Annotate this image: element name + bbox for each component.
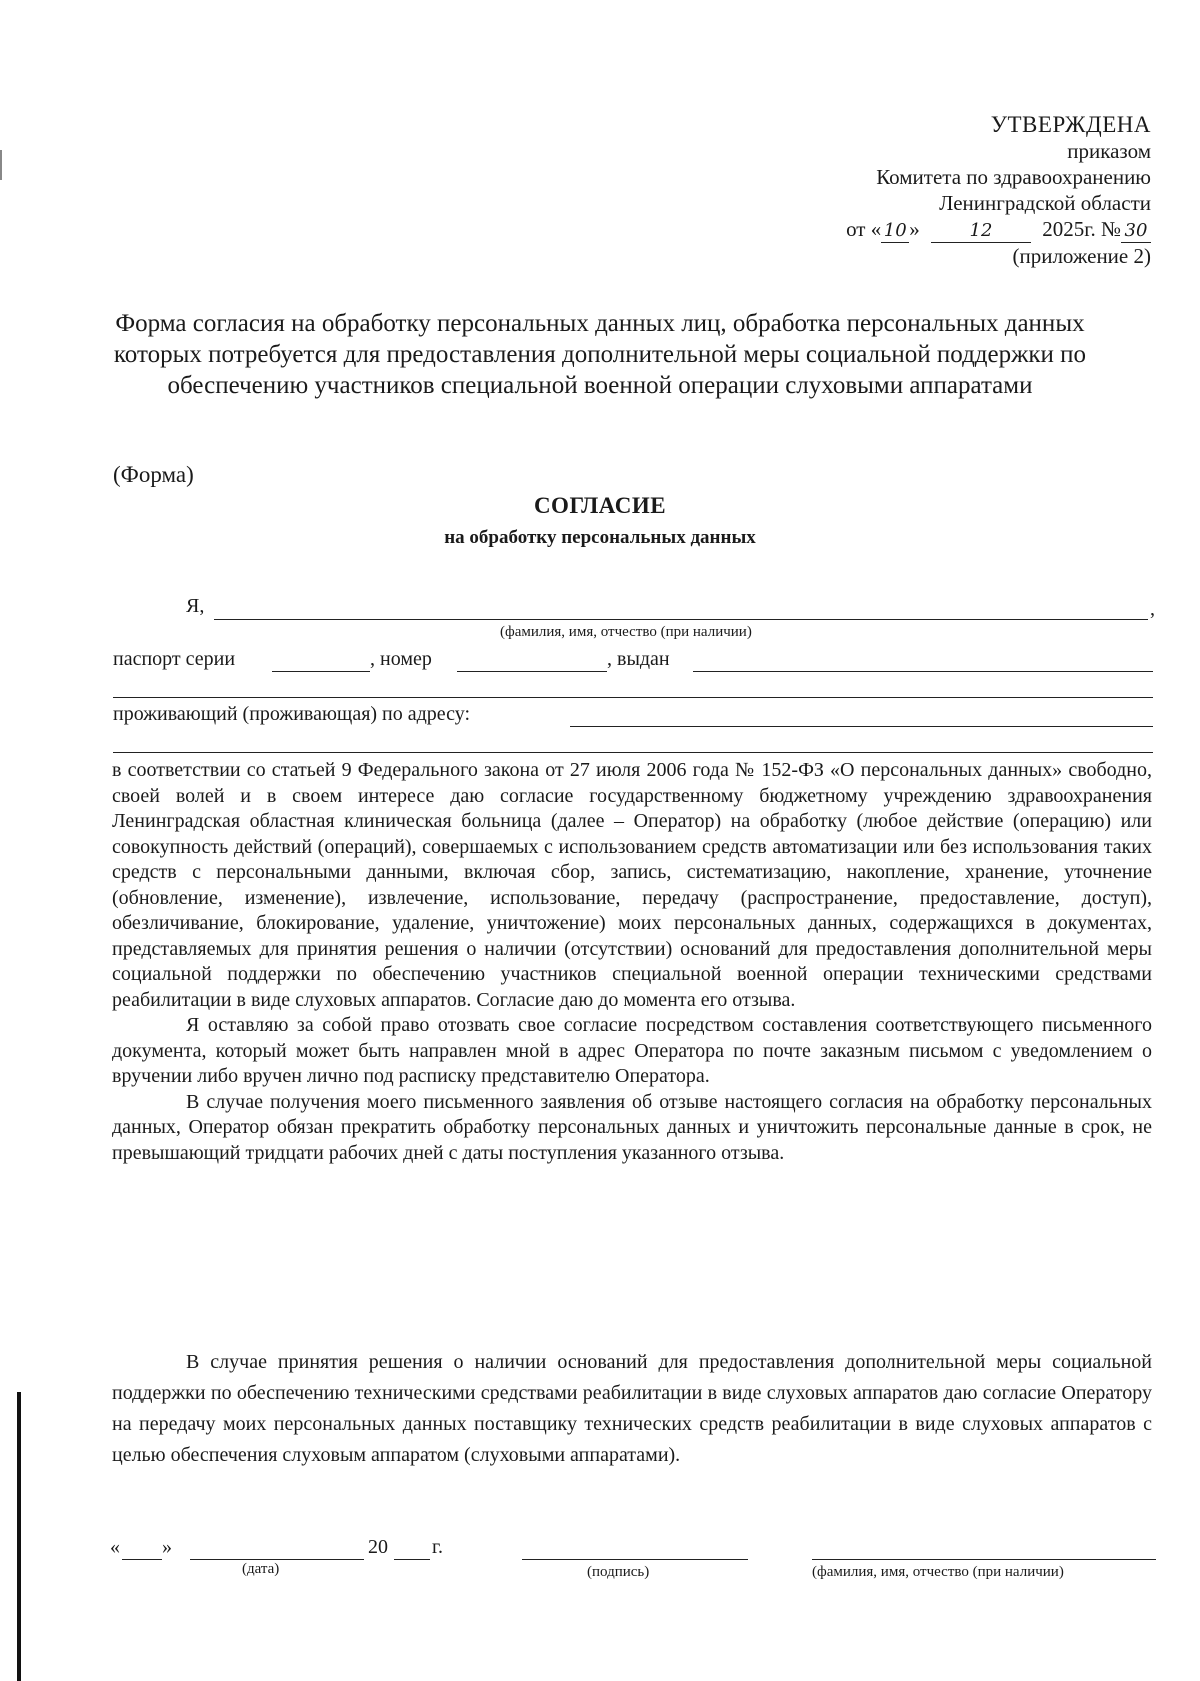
approval-order: приказом (1067, 139, 1151, 163)
scan-artifact (0, 150, 2, 180)
form-note: (Форма) (113, 462, 194, 487)
signature-hint: (подпись) (587, 1564, 650, 1580)
date-quote-open: « (110, 1536, 120, 1558)
passport-issued-field[interactable] (693, 671, 1153, 672)
address-field-continued[interactable] (113, 752, 1153, 753)
signer-fio-hint: (фамилия, имя, отчество (при наличии) (812, 1564, 1064, 1580)
scan-edge (17, 1392, 21, 1681)
date-year-prefix: 20 (368, 1536, 388, 1558)
consent-body-main (112, 758, 1152, 1166)
fio-field[interactable] (214, 619, 1148, 620)
signer-fio-field[interactable] (812, 1559, 1156, 1560)
passport-number-label: , номер (370, 648, 432, 670)
date-day-field[interactable] (122, 1559, 162, 1560)
address-label: проживающий (проживающая) по адресу: (113, 703, 471, 725)
consent-title: СОГЛАСИЕ (533, 493, 667, 518)
approval-region: Ленинградской области (939, 191, 1151, 215)
paragraph-transfer: В случае принятия решения о наличии оснований для предоставления дополнительной меры социальной поддержки по обеспечению техническими средствами реабилитации в виде слуховых аппаратов даю согласие Оператору на передачу моих персональных данных поставщику технических средств реабилитации в виде слуховых аппаратов с целью обеспечения слуховым аппаратом (слуховыми аппаратами). (112, 1351, 1152, 1466)
approval-day: 10 (881, 220, 909, 243)
date-hint: (дата) (242, 1561, 280, 1577)
fio-hint: (фамилия, имя, отчество (при наличии) (500, 624, 752, 640)
approval-heading: УТВЕРЖДЕНА (990, 112, 1151, 137)
address-field[interactable] (570, 726, 1153, 727)
paragraph-revoke-processing: В случае получения моего письменного заявления об отзыве настоящего согласия на обработку персональных данных, Оператор обязан прекратить обработку персональных данных и уничтожить персональные данные в срок, не превышающий тридцати рабочих дней с даты поступления указанного отзыва. (112, 1090, 1152, 1164)
consent-body-transfer (112, 1347, 1152, 1471)
approval-number: 30 (1121, 220, 1151, 243)
consent-subtitle: на обработку персональных данных (444, 527, 756, 548)
approval-date-line: от « 10 » 12 2025г. № 30 (846, 216, 1151, 243)
passport-series-field[interactable] (272, 671, 370, 672)
passport-series-label: паспорт серии (113, 648, 236, 670)
approval-committee: Комитета по здравоохранению (876, 165, 1151, 189)
approval-block (846, 112, 1151, 269)
document-title: Форма согласия на обработку персональных данных лиц, обработка персональных данных которых потребуется для предоставления дополнительной меры социальной поддержки по обеспечению участников специальной военной операции слуховыми аппаратами (113, 310, 1087, 399)
signature-field[interactable] (522, 1559, 748, 1560)
date-month-field[interactable] (190, 1559, 364, 1560)
passport-issued-field-continued[interactable] (113, 697, 1153, 698)
approval-appendix: (приложение 2) (1012, 244, 1151, 268)
paragraph-consent: в соответствии со статьей 9 Федерального закона от 27 июля 2006 года № 152-ФЗ «О персональных данных» свободно, своей волей и в своем интересе даю согласие государственному бюджетному учреждению здравоохранения Ленинградская областная клиническая больница (далее – Оператор) на обработку (любое действие (операцию) или совокупность действий (операций), совершаемых с использованием средств автоматизации или без использования таких средств с персональными данными, включая сбор, запись, систематизацию, накопление, хранение, уточнение (обновление, изменение), извлечение, использование, передачу (распространение, предоставление, доступ), обезличивание, блокирование, удаление, уничтожение) моих персональных данных, содержащихся в документах, представляемых для принятия решения о наличии (отсутствии) оснований для предоставления дополнительной меры социальной поддержки по обеспечению участников специальной военной операции техническими средствами реабилитации в виде слуховых аппаратов. Согласие даю до момента его отзыва. (112, 759, 1152, 1011)
fio-comma: , (1150, 598, 1155, 620)
passport-number-field[interactable] (457, 671, 607, 672)
date-quote-close: » (162, 1536, 172, 1558)
approval-month: 12 (931, 220, 1031, 243)
date-year-suffix: г. (432, 1536, 443, 1558)
i-label: Я, (186, 595, 205, 617)
date-year-field[interactable] (394, 1559, 430, 1560)
passport-issued-label: , выдан (607, 648, 670, 670)
paragraph-revoke-right: Я оставляю за собой право отозвать свое согласие посредством составления соответствующего письменного документа, который может быть направлен мной в адрес Оператора по почте заказным письмом с уведомлением о вручении либо вручен лично под расписку представителю Оператора. (112, 1014, 1152, 1087)
